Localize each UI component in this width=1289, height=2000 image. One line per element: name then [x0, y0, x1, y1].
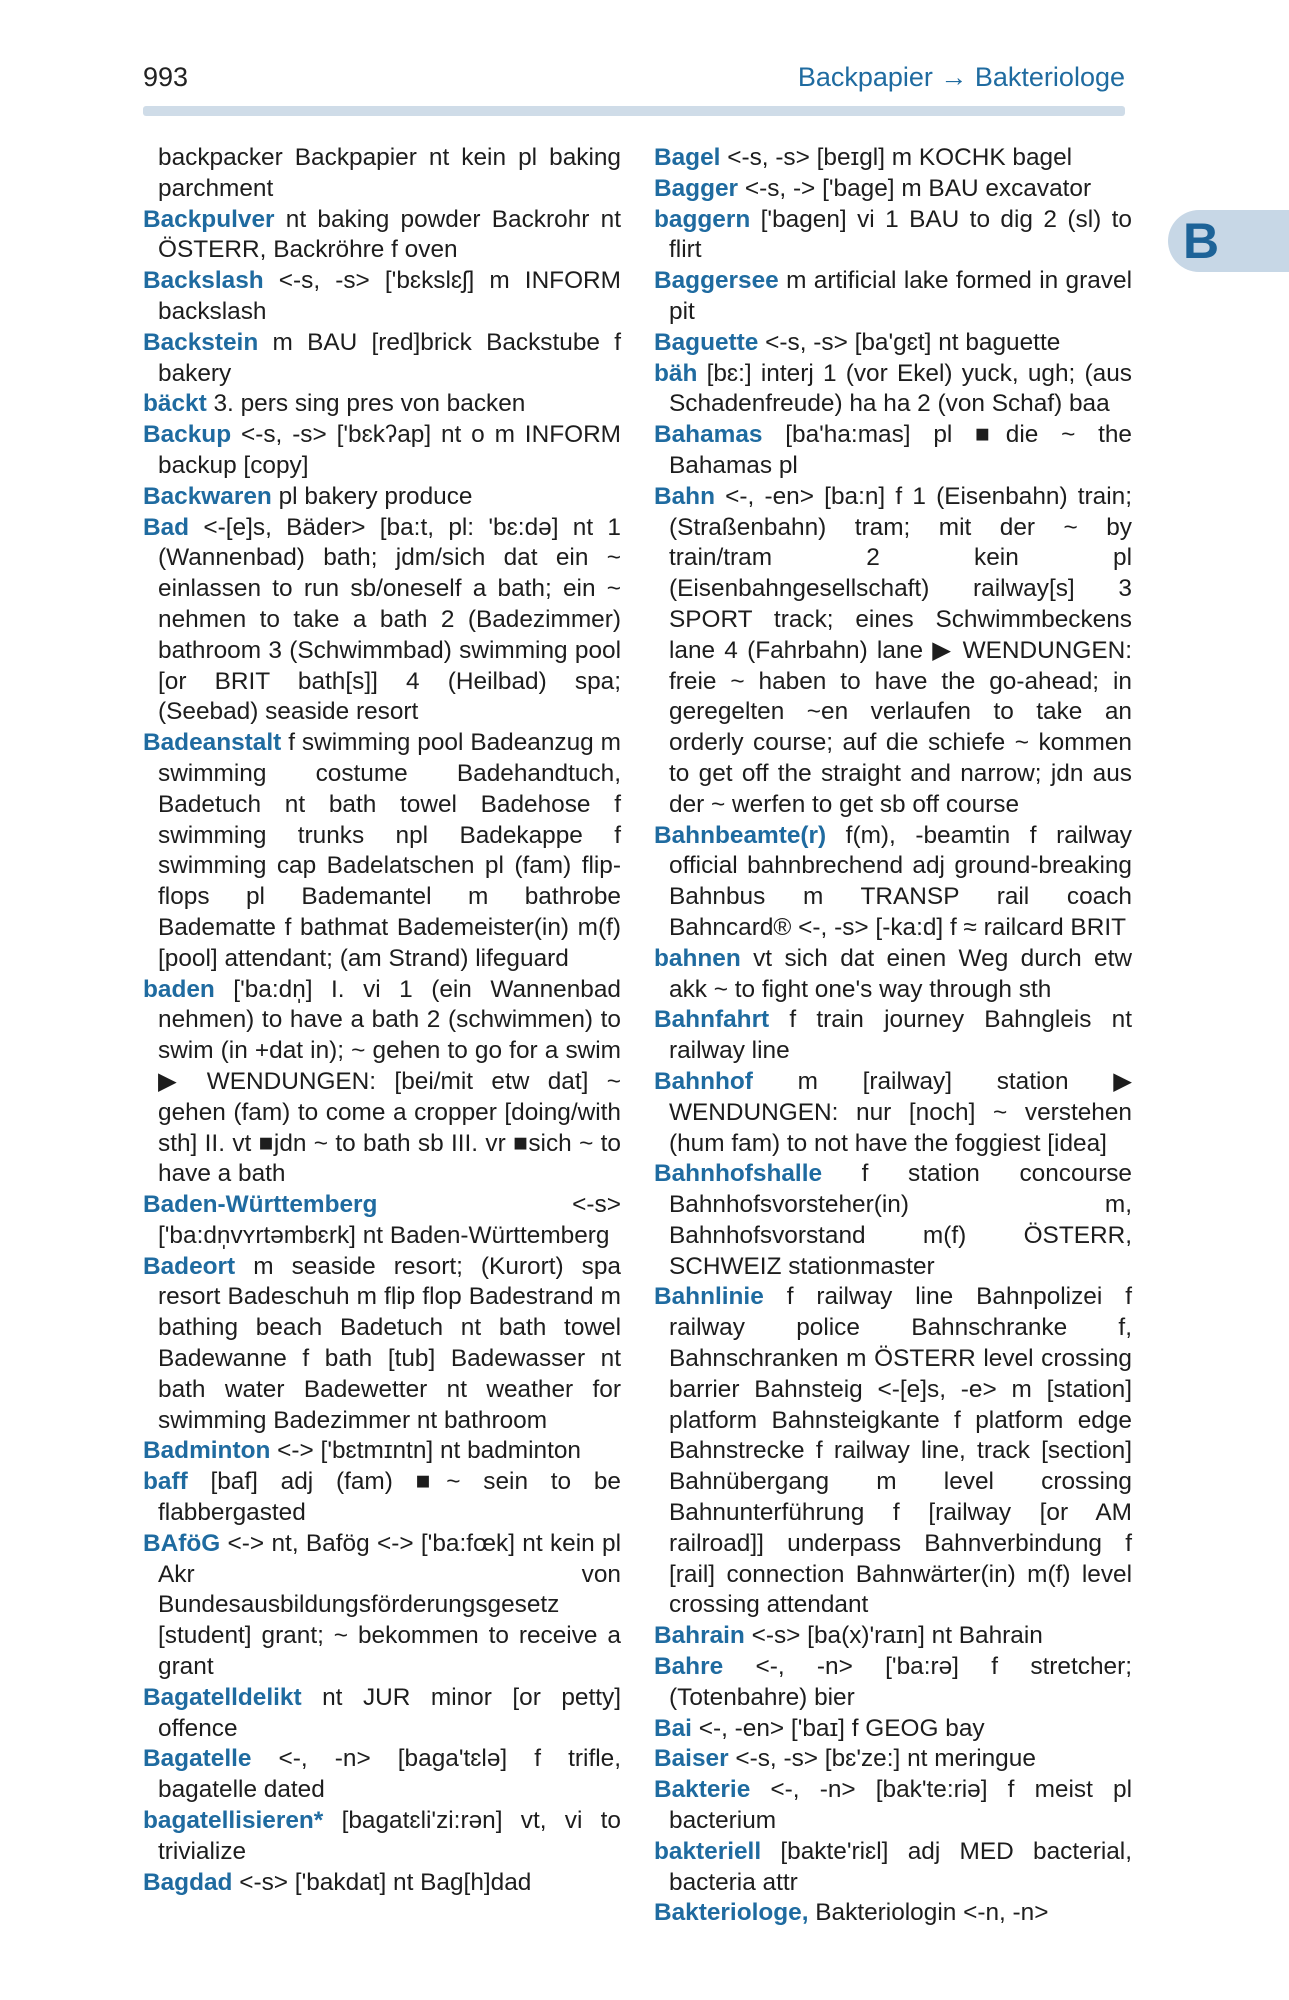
- entry-headword: Bakterie: [654, 1776, 751, 1804]
- dictionary-entry: [143, 975, 621, 1191]
- entry-body: <-s, -s> ['bɛkslɛʃ] m INFORM backslash: [158, 267, 621, 325]
- page-number: 993: [143, 62, 189, 92]
- dictionary-entry: [143, 1436, 621, 1467]
- entry-body: [bagatɛli'zi:rən] vt, vi to trivialize: [158, 1807, 621, 1865]
- thumb-index-letter: B: [1183, 213, 1220, 269]
- dictionary-entry: [654, 1621, 1132, 1652]
- entry-body: <-, -n> [bak'te:riə] f meist pl bacterium: [669, 1776, 1132, 1835]
- dictionary-entry: [143, 266, 621, 328]
- entry-headword: baggern: [654, 205, 751, 233]
- entry-headword: Baden-Württemberg: [143, 1191, 378, 1219]
- entry-headword: Bagatelle: [143, 1745, 252, 1773]
- dictionary-entry: [654, 1714, 1132, 1745]
- entry-headword: Backslash: [143, 267, 264, 295]
- entry-body: 3. pers sing pres von backen: [206, 390, 526, 418]
- dictionary-entry: [143, 482, 621, 513]
- dictionary-entry: [654, 1652, 1132, 1714]
- dictionary-entry: [654, 944, 1132, 1006]
- entry-headword: Baggersee: [654, 267, 779, 295]
- entry-body: <-s> ['ba:dn̩vʏrtəmbɛrk] nt Baden-Württemberg: [158, 1191, 621, 1249]
- dictionary-entry: [654, 328, 1132, 359]
- entry-headword: bäckt: [143, 390, 207, 418]
- entry-headword: Bahre: [654, 1653, 724, 1681]
- dictionary-entry: [654, 1775, 1132, 1837]
- entry-body: <-s, -s> [ba'gɛt] nt baguette: [758, 328, 1061, 356]
- dictionary-entry: [654, 1744, 1132, 1775]
- entry-headword: Baguette: [654, 328, 759, 356]
- dictionary-entry: [654, 420, 1132, 482]
- left-column: [143, 143, 621, 1898]
- entry-body: <-> nt, Bafög <-> ['ba:fœk] nt kein pl Akr von Bundesausbildungsförderungsgesetz [student] grant; ~ bekommen to receive a grant: [158, 1529, 621, 1681]
- dictionary-entry: [654, 1282, 1132, 1621]
- entry-body: Bakteriologin <-n, -n>: [808, 1899, 1049, 1927]
- entry-headword: Bad: [143, 513, 190, 541]
- entry-body: ['ba:dn̩] I. vi 1 (ein Wannenbad nehmen) to have a bath 2 (schwimmen) to swim (in +dat in); ~ gehen to go for a swim ▶ WENDUNGEN: [bei/mit etw dat] ~ gehen (fam) to come a cropper [doing/with sth] II. vt ■jdn ~ to bath sb III. vr ■sich ~ to have a bath: [158, 975, 621, 1188]
- dictionary-entry: [143, 1683, 621, 1745]
- entry-headword: bäh: [654, 359, 698, 387]
- dictionary-entry: [143, 143, 621, 205]
- entry-body: <-, -en> [ba:n] f 1 (Eisenbahn) train; (Straßenbahn) tram; mit der ~ by train/tram 2 kein pl (Eisenbahngesellschaft) railway[s] 3 SPORT track; eines Schwimmbeckens lane 4 (Fahrbahn) lane ▶ WENDUNGEN: freie ~ haben to have the go-ahead; in geregelten ~en verlaufen to take an orderly course; auf die schiefe ~ kommen to get off the straight and narrow; jdn aus der ~ werfen to get sb off course: [669, 482, 1132, 818]
- entry-headword: Bagger: [654, 174, 739, 202]
- entry-body: <-, -n> ['ba:rə] f stretcher; (Totenbahre) bier: [669, 1653, 1132, 1711]
- entry-body: <-s, -> ['bage] m BAU excavator: [738, 174, 1092, 202]
- entry-body: m BAU [red]brick Backstube f bakery: [158, 328, 621, 387]
- entry-body: pl bakery produce: [271, 482, 473, 510]
- entry-body: backpacker Backpapier nt kein pl baking parchment: [158, 144, 621, 202]
- entry-headword: baden: [143, 975, 215, 1003]
- dictionary-entry: [654, 1898, 1132, 1929]
- entry-body: f(m), -beamtin f railway official bahnbrechend adj ground-breaking Bahnbus m TRANSP rail coach Bahncard® <-, -s> [-ka:d] f ≈ railcard BRIT: [669, 821, 1132, 941]
- dictionary-entry: [654, 1837, 1132, 1899]
- running-head: Backpapier → Bakteriologe: [797, 62, 1125, 92]
- entry-body: [baf] adj (fam) ■~ sein to be flabbergasted: [158, 1468, 621, 1527]
- dictionary-entry: [143, 205, 621, 267]
- entry-headword: bagatellisieren*: [143, 1807, 324, 1835]
- entry-body: <-[e]s, Bäder> [ba:t, pl: 'bɛ:də] nt 1 (Wannenbad) bath; jdm/sich dat ein ~ einlassen to run sb/oneself a bath; ein ~ nehmen to take a bath 2 (Badezimmer) bathroom 3 (Schwimmbad) swimming pool [or BRIT bath[s]] 4 (Heilbad) spa; (Seebad) seaside resort: [158, 513, 621, 726]
- entry-body: m seaside resort; (Kurort) spa resort Badeschuh m flip flop Badestrand m bathing beach Badetuch nt bath towel Badewanne f bath [tub] Badewasser nt bath water Badewetter nt weather for swimming Badezimmer nt bathroom: [158, 1252, 621, 1434]
- entry-body: f railway line Bahnpolizei f railway police Bahnschranke f, Bahnschranken m ÖSTERR level crossing barrier Bahnsteig <-[e]s, -e> m [station] platform Bahnsteigkante f platform edge Bahnstrecke f railway line, track [section] Bahnübergang m level crossing Bahnunterführung f [railway [or AM railroad]] underpass Bahnverbindung f [rail] connection Bahnwärter(in) m(f) level crossing attendant: [669, 1283, 1132, 1619]
- entry-headword: bakteriell: [654, 1837, 762, 1865]
- entry-body: f train journey Bahngleis nt railway line: [669, 1006, 1132, 1065]
- entry-body: m [railway] station ▶ WENDUNGEN: nur [noch] ~ verstehen (hum fam) to not have the foggiest [idea]: [669, 1067, 1132, 1157]
- entry-body: ['bagen] vi 1 BAU to dig 2 (sl) to flirt: [669, 205, 1132, 264]
- dictionary-entry: [143, 389, 621, 420]
- entry-body: f station concourse Bahnhofsvorsteher(in) m, Bahnhofsvorstand m(f) ÖSTERR, SCHWEIZ stationmaster: [669, 1160, 1132, 1280]
- header-rule: [143, 106, 1125, 116]
- dictionary-entry: [143, 1806, 621, 1868]
- entry-body: f swimming pool Badeanzug m swimming costume Badehandtuch, Badetuch nt bath towel Badehose f swimming trunks npl Badekappe f swimming cap Badelatschen pl (fam) flip-flops pl Bademantel m bathrobe Badematte f bathmat Bademeister(in) m(f) [pool] attendant; (am Strand) lifeguard: [158, 729, 621, 972]
- entry-headword: Bahn: [654, 482, 715, 510]
- dictionary-entry: [143, 1744, 621, 1806]
- entry-headword: Badminton: [143, 1437, 271, 1465]
- entry-headword: Bakteriologe,: [654, 1899, 809, 1927]
- entry-body: <-s, -s> [beɪgl] m KOCHK bagel: [720, 144, 1073, 171]
- entry-headword: Bagel: [654, 144, 721, 171]
- entry-headword: Badeort: [143, 1252, 236, 1280]
- dictionary-entry: [654, 1159, 1132, 1282]
- dictionary-entry: [143, 1467, 621, 1529]
- dictionary-entry: [654, 821, 1132, 944]
- entry-body: nt JUR minor [or petty] offence: [158, 1683, 621, 1742]
- entry-headword: Bahnlinie: [654, 1283, 764, 1311]
- entry-headword: Bahnhofshalle: [654, 1160, 823, 1188]
- entry-headword: Bai: [654, 1714, 692, 1742]
- entry-body: <-> ['bɛtmɪntn] nt badminton: [270, 1437, 581, 1465]
- page-header: [143, 62, 1125, 106]
- dictionary-entry: [654, 143, 1132, 174]
- entry-headword: BAföG: [143, 1529, 221, 1557]
- entry-body: [bɛ:] interj 1 (vor Ekel) yuck, ugh; (aus Schadenfreude) ha ha 2 (von Schaf) baa: [669, 359, 1132, 418]
- dictionary-entry: [143, 513, 621, 729]
- dictionary-entry: [654, 482, 1132, 821]
- entry-headword: bahnen: [654, 944, 741, 972]
- dictionary-entry: [654, 174, 1132, 205]
- entry-body: <-s> [ba(x)'raɪn] nt Bahrain: [744, 1622, 1043, 1650]
- entry-body: m artificial lake formed in gravel pit: [669, 267, 1132, 325]
- entry-headword: Bahamas: [654, 421, 763, 449]
- entry-body: [ba'ha:mas] pl ■die ~ the Bahamas pl: [669, 421, 1132, 479]
- entry-headword: Backup: [143, 421, 232, 449]
- entry-headword: Bahnfahrt: [654, 1006, 770, 1034]
- entry-headword: Bahnhof: [654, 1067, 753, 1095]
- entry-body: [bakte'riɛl] adj MED bacterial, bacteria attr: [669, 1837, 1132, 1896]
- dictionary-entry: [143, 1868, 621, 1899]
- dictionary-entry: [654, 266, 1132, 328]
- entry-body: <-, -en> ['baɪ] f GEOG bay: [691, 1714, 985, 1742]
- dictionary-entry: [654, 205, 1132, 267]
- entry-headword: Bagatelldelikt: [143, 1683, 302, 1711]
- dictionary-entry: [654, 359, 1132, 421]
- entry-headword: baff: [143, 1468, 188, 1496]
- right-column: [654, 143, 1132, 1929]
- dictionary-entry: [143, 1529, 621, 1683]
- entry-headword: Backstein: [143, 328, 259, 356]
- dictionary-entry: [654, 1005, 1132, 1067]
- thumb-index-tab: [1168, 210, 1289, 272]
- dictionary-entry: [654, 1067, 1132, 1159]
- entry-headword: Backwaren: [143, 482, 272, 510]
- entry-body: <-, -n> [baga'tɛlə] f trifle, bagatelle dated: [158, 1745, 621, 1804]
- entry-headword: Baiser: [654, 1745, 729, 1773]
- entry-body: <-s, -s> ['bɛkʔap] nt o m INFORM backup [copy]: [158, 421, 621, 479]
- entry-headword: Bahrain: [654, 1622, 745, 1650]
- dictionary-entry: [143, 1252, 621, 1437]
- entry-body: <-s> ['bakdat] nt Bag[h]dad: [232, 1868, 532, 1896]
- dictionary-entry: [143, 728, 621, 974]
- entry-body: <-s, -s> [bɛ'ze:] nt meringue: [728, 1745, 1036, 1773]
- entry-headword: Backpulver: [143, 205, 275, 233]
- entry-body: vt sich dat einen Weg durch etw akk ~ to fight one's way through sth: [669, 944, 1132, 1003]
- dictionary-entry: [143, 328, 621, 390]
- entry-headword: Bagdad: [143, 1868, 233, 1896]
- entry-headword: Bahnbeamte(r): [654, 821, 827, 849]
- entry-body: nt baking powder Backrohr nt ÖSTERR, Backröhre f oven: [158, 205, 621, 264]
- dictionary-entry: [143, 1190, 621, 1252]
- dictionary-entry: [143, 420, 621, 482]
- entry-headword: Badeanstalt: [143, 729, 282, 757]
